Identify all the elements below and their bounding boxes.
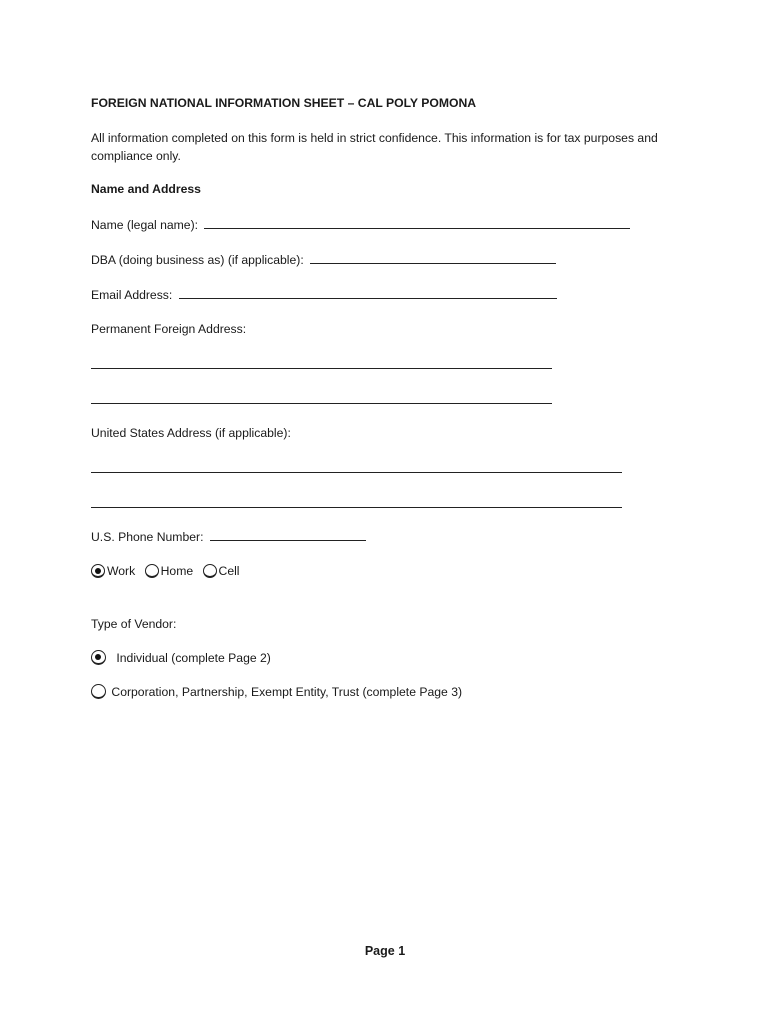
legal-name-row <box>91 216 630 233</box>
phone-type-work-radio[interactable] <box>91 564 105 578</box>
foreign-address-line-2-row <box>91 391 552 408</box>
dba-field[interactable] <box>310 251 556 264</box>
email-field[interactable] <box>179 286 557 299</box>
form-title: FOREIGN NATIONAL INFORMATION SHEET – CAL POLY POMONA <box>91 96 477 110</box>
phone-type-home-radio[interactable] <box>145 564 159 578</box>
foreign-address-line-1-field[interactable] <box>91 356 552 369</box>
phone-type-group <box>91 563 246 579</box>
vendor-individual-option[interactable] <box>91 650 271 666</box>
us-address-label: United States Address (if applicable): <box>91 426 291 440</box>
page-number: Page 1 <box>364 944 406 958</box>
us-address-line-2-row <box>91 495 622 512</box>
phone-type-home-option[interactable] <box>145 563 194 579</box>
phone-type-cell-radio[interactable] <box>203 564 217 578</box>
vendor-type-label: Type of Vendor: <box>91 617 177 631</box>
phone-type-cell-label: Cell <box>218 564 240 578</box>
foreign-address-line-2-field[interactable] <box>91 391 552 404</box>
vendor-corporation-label: Corporation, Partnership, Exempt Entity, Trust (complete Page 3) <box>111 685 463 699</box>
vendor-individual-radio[interactable] <box>91 650 106 665</box>
foreign-address-label: Permanent Foreign Address: <box>91 322 247 336</box>
phone-type-home-label: Home <box>160 564 194 578</box>
vendor-corporation-radio[interactable] <box>91 684 106 699</box>
email-label: Email Address: <box>91 288 173 302</box>
us-address-line-1-field[interactable] <box>91 460 622 473</box>
legal-name-label: Name (legal name): <box>91 218 199 232</box>
phone-field[interactable] <box>210 528 366 541</box>
phone-type-work-label: Work <box>107 564 136 578</box>
section-heading-name-address: Name and Address <box>91 182 201 196</box>
legal-name-field[interactable] <box>204 216 630 229</box>
dba-label: DBA (doing business as) (if applicable): <box>91 253 304 267</box>
vendor-corporation-option[interactable] <box>91 684 462 700</box>
phone-row <box>91 528 366 545</box>
us-address-line-2-field[interactable] <box>91 495 622 508</box>
email-row <box>91 286 557 303</box>
phone-label: U.S. Phone Number: <box>91 530 204 544</box>
dba-row <box>91 251 556 268</box>
vendor-individual-label: Individual (complete Page 2) <box>116 651 271 665</box>
intro-paragraph: All information completed on this form is held in strict confidence. This information is for tax purposes and compliance only. <box>91 131 658 163</box>
phone-type-work-option[interactable] <box>91 563 135 579</box>
phone-type-cell-option[interactable] <box>203 563 240 579</box>
us-address-line-1-row <box>91 460 622 477</box>
foreign-address-line-1-row <box>91 356 552 373</box>
